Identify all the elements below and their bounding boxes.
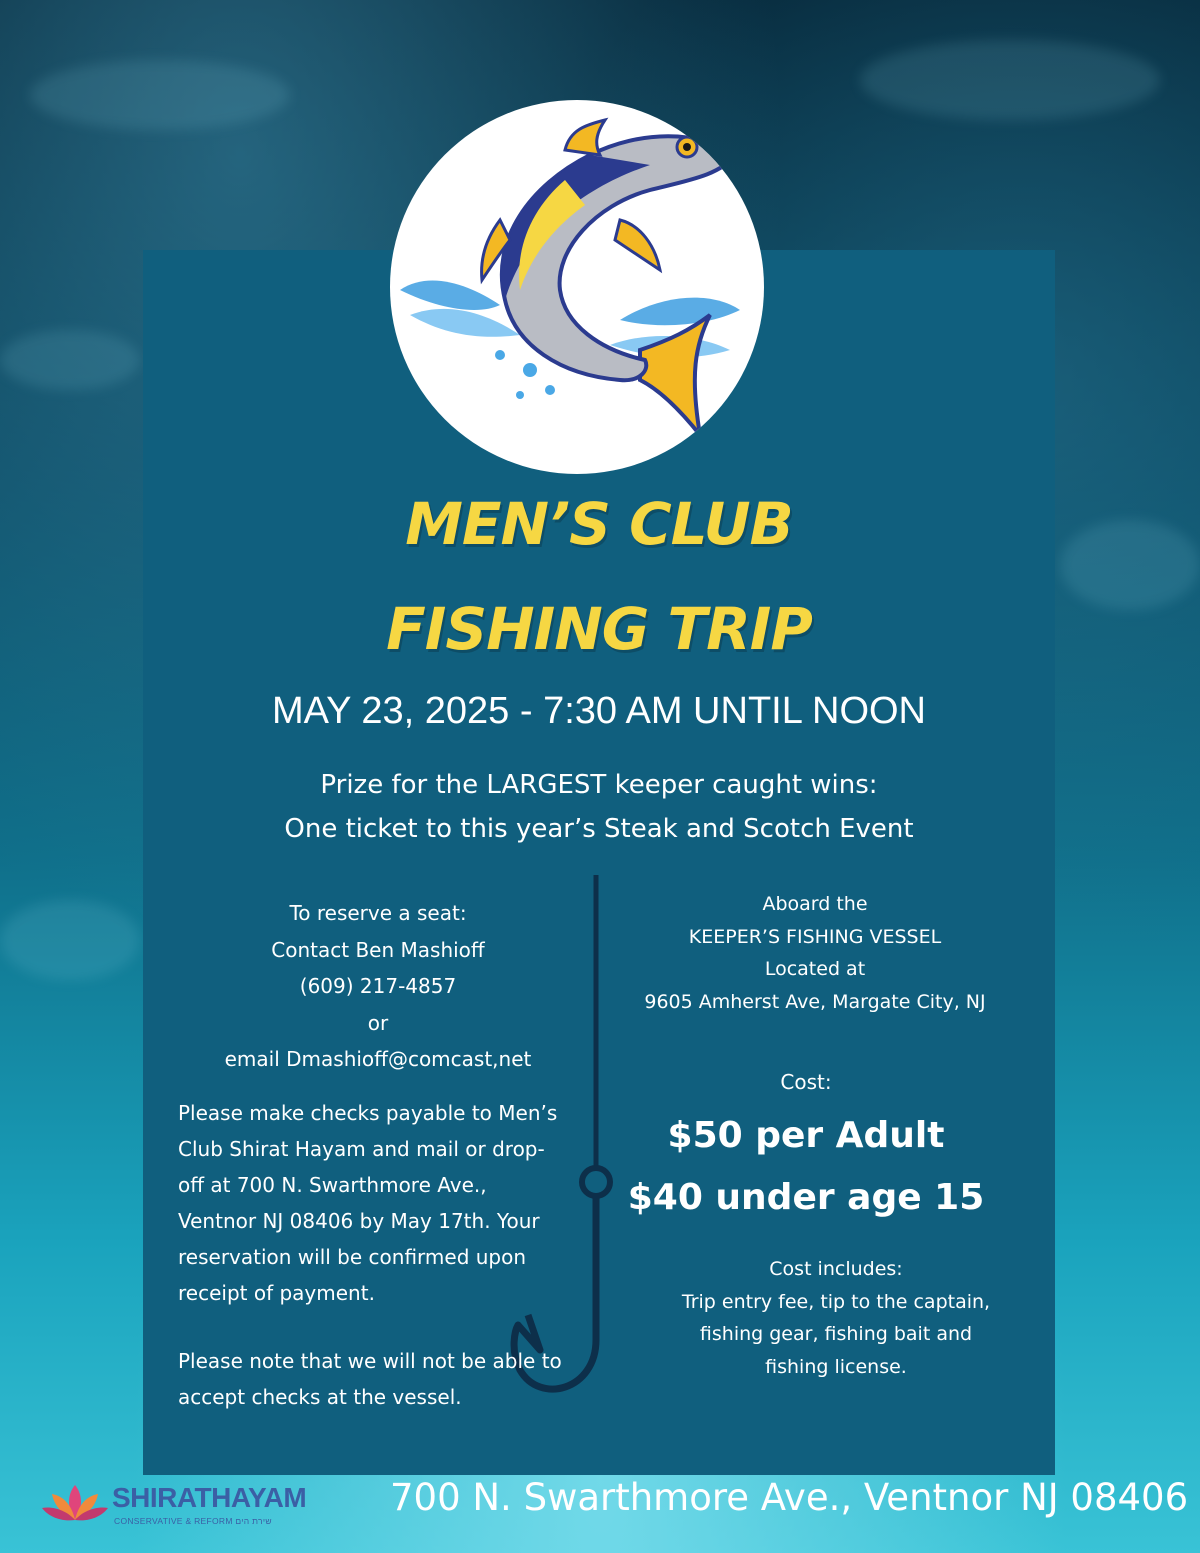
includes-line: Trip entry fee, tip to the captain, — [681, 1290, 991, 1313]
lotus-icon — [42, 1480, 108, 1530]
vessel-address: 9605 Amherst Ave, Margate City, NJ — [644, 990, 986, 1013]
adult-price: $50 per Adult — [667, 1115, 945, 1156]
contact-or: or — [367, 1010, 389, 1035]
shirat-hayam-logo — [42, 1478, 352, 1538]
note-line: Please note that we will not be able to — [178, 1349, 562, 1373]
contact-phone[interactable]: (609) 217-4857 — [299, 974, 457, 998]
prize-description — [143, 763, 1055, 851]
payment-line: reservation will be confirmed upon — [178, 1245, 527, 1269]
water-ripple — [860, 40, 1160, 120]
includes-line: fishing gear, fishing bait and — [699, 1323, 973, 1345]
payment-line: Ventnor NJ 08406 by May 17th. Your — [178, 1209, 540, 1233]
payment-line: off at 700 N. Swarthmore Ave., — [178, 1173, 487, 1197]
cost-includes — [640, 1253, 1032, 1383]
title-line-2: FISHING TRIP — [386, 595, 812, 663]
vessel-name: KEEPER’S FISHING VESSEL — [688, 925, 942, 948]
fish-illustration — [390, 100, 764, 474]
prize-line: One ticket to this year’s Steak and Scotch Event — [284, 814, 914, 844]
note-line: accept checks at the vessel. — [178, 1385, 462, 1409]
includes-line: fishing license. — [765, 1355, 907, 1378]
location-line: Aboard the — [762, 893, 868, 915]
water-ripple — [0, 330, 140, 390]
child-price: $40 under age 15 — [627, 1177, 985, 1218]
prize-line: Prize for the LARGEST keeper caught wins: — [320, 770, 878, 800]
payment-instructions — [178, 1095, 588, 1311]
reserve-heading: To reserve a seat: — [289, 901, 467, 925]
payment-line: Club Shirat Hayam and mail or drop- — [178, 1137, 545, 1161]
title-line-1: MEN’S CLUB — [405, 490, 793, 558]
logo-name: SHIRATHAYAM — [112, 1482, 307, 1513]
water-ripple — [0, 900, 140, 980]
payment-note — [178, 1343, 618, 1415]
payment-line: receipt of payment. — [178, 1281, 375, 1305]
payment-line: Please make checks payable to Men’s — [178, 1101, 558, 1125]
contact-name: Contact Ben Mashioff — [271, 937, 485, 962]
footer-address: 700 N. Swarthmore Ave., Ventnor NJ 08406 — [390, 1476, 1189, 1519]
location-info — [600, 888, 1030, 1018]
logo-subtitle: CONSERVATIVE & REFORM שירת הים — [114, 1516, 272, 1526]
fish-icon — [390, 100, 764, 474]
location-line: Located at — [764, 958, 866, 980]
water-ripple — [1060, 520, 1200, 610]
contact-email[interactable]: email Dmashioff@comcast,net — [224, 1047, 532, 1071]
event-date: MAY 23, 2025 - 7:30 AM UNTIL NOON — [272, 690, 926, 732]
water-ripple — [30, 60, 290, 130]
reservation-contact — [178, 895, 578, 1078]
includes-heading: Cost includes: — [769, 1258, 903, 1280]
cost-label: Cost: — [780, 1070, 832, 1094]
